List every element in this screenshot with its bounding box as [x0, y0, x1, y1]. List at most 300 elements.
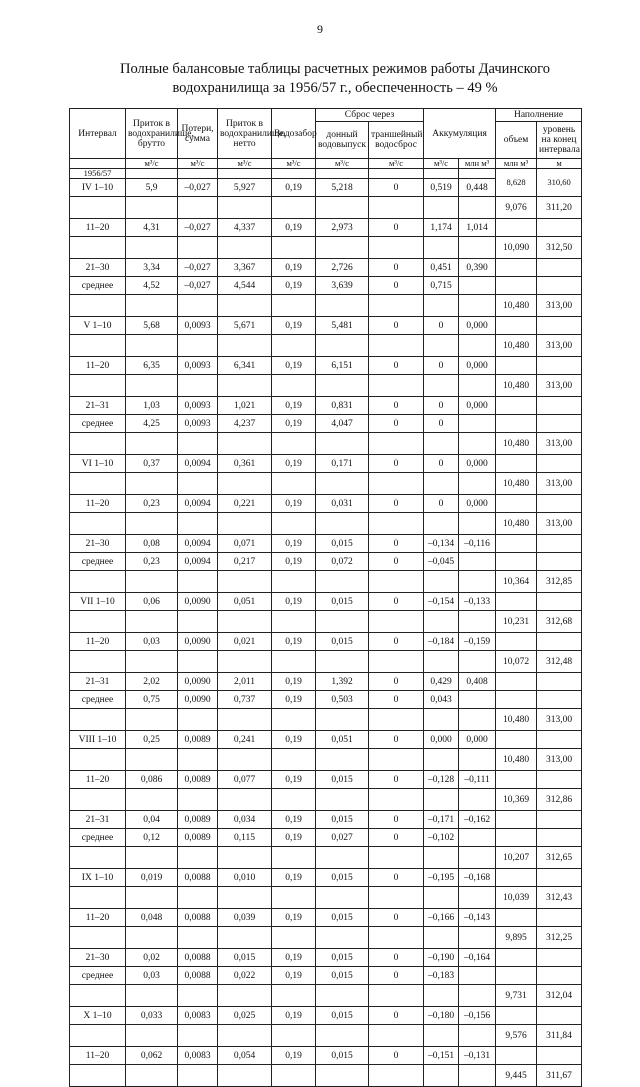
state-row — [70, 375, 582, 397]
cell-level: 313,00 — [537, 473, 582, 495]
table-row — [70, 1047, 582, 1065]
cell-bottom: 0,015 — [316, 909, 369, 927]
cell-bottom: 0,015 — [316, 535, 369, 553]
cell-bottom: 0,015 — [316, 593, 369, 611]
table-row — [70, 829, 582, 847]
cell-inflow-net: 0,241 — [218, 731, 272, 749]
cell-level: 313,00 — [537, 375, 582, 397]
cell-trench: 0 — [369, 829, 424, 847]
cell-interval: 11–20 — [70, 219, 126, 237]
cell-acc-vol — [459, 829, 496, 847]
cell-bottom: 0,015 — [316, 967, 369, 985]
cell-interval: VII 1–10 — [70, 593, 126, 611]
cell-level: 312,86 — [537, 789, 582, 811]
cell-trench: 0 — [369, 495, 424, 513]
cell-acc-flow: –0,180 — [424, 1007, 459, 1025]
cell-acc-flow: –0,190 — [424, 949, 459, 967]
page-number: 9 — [317, 22, 323, 36]
cell-acc-flow: –0,102 — [424, 829, 459, 847]
cell-withdrawal: 0,19 — [272, 811, 316, 829]
cell-acc-vol: –0,143 — [459, 909, 496, 927]
cell-trench: 0 — [369, 633, 424, 651]
cell-interval: среднее — [70, 829, 126, 847]
cell-trench: 0 — [369, 415, 424, 433]
cell-volume: 9,076 — [496, 197, 537, 219]
cell-withdrawal: 0,19 — [272, 633, 316, 651]
cell-volume: 9,445 — [496, 1065, 537, 1087]
cell-withdrawal: 0,19 — [272, 771, 316, 789]
cell-losses: 0,0094 — [178, 455, 218, 473]
cell-inflow-net: 0,361 — [218, 455, 272, 473]
cell-acc-flow: 0,000 — [424, 731, 459, 749]
cell-bottom: 5,218 — [316, 179, 369, 197]
cell-level: 311,84 — [537, 1025, 582, 1047]
balance-table — [69, 108, 582, 1087]
state-row — [70, 1065, 582, 1087]
cell-acc-vol: 0,000 — [459, 495, 496, 513]
unit-withdrawal: м³/с — [272, 159, 316, 169]
cell-inflow-gross: 4,31 — [126, 219, 178, 237]
cell-acc-flow: –0,166 — [424, 909, 459, 927]
cell-inflow-gross: 0,08 — [126, 535, 178, 553]
table-row — [70, 949, 582, 967]
cell-volume: 10,480 — [496, 473, 537, 495]
cell-withdrawal: 0,19 — [272, 455, 316, 473]
cell-volume: 10,039 — [496, 887, 537, 909]
cell-bottom: 0,015 — [316, 771, 369, 789]
cell-interval: 21–30 — [70, 535, 126, 553]
cell-inflow-gross: 0,06 — [126, 593, 178, 611]
state-row — [70, 611, 582, 633]
cell-level: 313,00 — [537, 709, 582, 731]
unit-acc-vol: млн м³ — [459, 159, 496, 169]
cell-acc-vol: 0,000 — [459, 731, 496, 749]
state-row — [70, 335, 582, 357]
cell-acc-flow: –0,154 — [424, 593, 459, 611]
cell-inflow-net: 5,671 — [218, 317, 272, 335]
title-line-1: Полные балансовые таблицы расчетных режимов работы Дачинского — [120, 61, 550, 77]
cell-losses: 0,0089 — [178, 811, 218, 829]
cell-acc-vol: –0,168 — [459, 869, 496, 887]
cell-inflow-net: 4,544 — [218, 277, 272, 295]
col-inflow-gross: Приток в водохранилище, брутто — [126, 109, 178, 159]
cell-acc-vol: –0,133 — [459, 593, 496, 611]
cell-interval: 11–20 — [70, 633, 126, 651]
cell-level: 312,65 — [537, 847, 582, 869]
state-row — [70, 197, 582, 219]
cell-acc-vol: 0,000 — [459, 357, 496, 375]
cell-losses: 0,0093 — [178, 357, 218, 375]
cell-interval: 11–20 — [70, 909, 126, 927]
cell-acc-flow: 0,519 — [424, 179, 459, 197]
cell-inflow-gross: 5,68 — [126, 317, 178, 335]
cell-level: 312,43 — [537, 887, 582, 909]
cell-inflow-gross: 1,03 — [126, 397, 178, 415]
cell-losses: –0,027 — [178, 259, 218, 277]
state-row — [70, 473, 582, 495]
cell-trench: 0 — [369, 259, 424, 277]
cell-acc-vol — [459, 277, 496, 295]
cell-withdrawal: 0,19 — [272, 731, 316, 749]
cell-acc-flow: –0,184 — [424, 633, 459, 651]
state-row — [70, 847, 582, 869]
table-row — [70, 535, 582, 553]
cell-trench: 0 — [369, 691, 424, 709]
cell-bottom: 0,503 — [316, 691, 369, 709]
cell-bottom: 0,051 — [316, 731, 369, 749]
cell-volume: 10,480 — [496, 749, 537, 771]
table-row — [70, 633, 582, 651]
cell-inflow-net: 0,115 — [218, 829, 272, 847]
cell-losses: 0,0083 — [178, 1007, 218, 1025]
cell-inflow-net: 0,015 — [218, 949, 272, 967]
unit-trench: м³/с — [369, 159, 424, 169]
cell-acc-vol — [459, 967, 496, 985]
cell-withdrawal: 0,19 — [272, 317, 316, 335]
cell-trench: 0 — [369, 277, 424, 295]
cell-losses: 0,0090 — [178, 673, 218, 691]
table-row — [70, 357, 582, 375]
cell-bottom: 0,015 — [316, 1047, 369, 1065]
unit-inflow-net: м³/с — [218, 159, 272, 169]
cell-trench: 0 — [369, 535, 424, 553]
table-row — [70, 495, 582, 513]
cell-acc-vol: –0,116 — [459, 535, 496, 553]
cell-inflow-gross: 6,35 — [126, 357, 178, 375]
cell-trench: 0 — [369, 811, 424, 829]
cell-losses: –0,027 — [178, 179, 218, 197]
table-row — [70, 415, 582, 433]
cell-inflow-net: 0,010 — [218, 869, 272, 887]
cell-trench: 0 — [369, 455, 424, 473]
cell-trench: 0 — [369, 553, 424, 571]
cell-withdrawal: 0,19 — [272, 219, 316, 237]
cell-bottom: 2,973 — [316, 219, 369, 237]
cell-losses: 0,0089 — [178, 829, 218, 847]
state-row — [70, 295, 582, 317]
cell-acc-vol: –0,131 — [459, 1047, 496, 1065]
cell-inflow-gross: 0,25 — [126, 731, 178, 749]
cell-trench: 0 — [369, 771, 424, 789]
state-row — [70, 709, 582, 731]
table-body — [70, 169, 582, 1087]
table-row — [70, 909, 582, 927]
unit-bottom: м³/с — [316, 159, 369, 169]
cell-acc-flow: –0,151 — [424, 1047, 459, 1065]
cell-acc-flow: –0,171 — [424, 811, 459, 829]
cell-acc-vol — [459, 691, 496, 709]
cell-bottom: 0,015 — [316, 1007, 369, 1025]
cell-interval: 11–20 — [70, 357, 126, 375]
cell-level: 313,00 — [537, 433, 582, 455]
cell-bottom: 1,392 — [316, 673, 369, 691]
cell-level: 312,48 — [537, 651, 582, 673]
cell-bottom: 0,015 — [316, 811, 369, 829]
cell-withdrawal: 0,19 — [272, 967, 316, 985]
cell-losses: 0,0088 — [178, 949, 218, 967]
cell-losses: 0,0094 — [178, 535, 218, 553]
cell-trench: 0 — [369, 1007, 424, 1025]
year-row — [70, 169, 582, 179]
cell-trench: 0 — [369, 967, 424, 985]
cell-losses: 0,0088 — [178, 909, 218, 927]
cell-inflow-net: 0,054 — [218, 1047, 272, 1065]
cell-interval: среднее — [70, 967, 126, 985]
cell-inflow-net: 0,025 — [218, 1007, 272, 1025]
cell-withdrawal: 0,19 — [272, 1047, 316, 1065]
cell-losses: 0,0088 — [178, 869, 218, 887]
cell-interval: 11–20 — [70, 495, 126, 513]
col-discharge-group: Сброс через — [316, 109, 424, 122]
table-row — [70, 691, 582, 709]
unit-interval — [70, 159, 126, 169]
cell-acc-vol: 0,390 — [459, 259, 496, 277]
cell-inflow-gross: 0,086 — [126, 771, 178, 789]
cell-losses: –0,027 — [178, 219, 218, 237]
cell-trench: 0 — [369, 1047, 424, 1065]
cell-interval: 11–20 — [70, 1047, 126, 1065]
table-row — [70, 771, 582, 789]
table-row — [70, 673, 582, 691]
cell-volume: 10,369 — [496, 789, 537, 811]
cell-inflow-net: 0,217 — [218, 553, 272, 571]
cell-losses: 0,0089 — [178, 731, 218, 749]
cell-level: 312,50 — [537, 237, 582, 259]
cell-interval: 21–30 — [70, 949, 126, 967]
cell-inflow-net: 0,737 — [218, 691, 272, 709]
cell-inflow-net: 4,237 — [218, 415, 272, 433]
document-title — [90, 60, 580, 98]
header-row-1 — [70, 109, 582, 122]
cell-withdrawal: 0,19 — [272, 869, 316, 887]
cell-inflow-net: 0,071 — [218, 535, 272, 553]
cell-trench: 0 — [369, 397, 424, 415]
cell-bottom: 0,831 — [316, 397, 369, 415]
cell-interval: среднее — [70, 415, 126, 433]
cell-inflow-net: 2,011 — [218, 673, 272, 691]
table-row — [70, 397, 582, 415]
cell-inflow-net: 0,021 — [218, 633, 272, 651]
cell-interval: V 1–10 — [70, 317, 126, 335]
cell-inflow-gross: 3,34 — [126, 259, 178, 277]
cell-interval: IX 1–10 — [70, 869, 126, 887]
cell-losses: 0,0089 — [178, 771, 218, 789]
cell-inflow-gross: 2,02 — [126, 673, 178, 691]
unit-losses: м³/с — [178, 159, 218, 169]
cell-losses: 0,0090 — [178, 593, 218, 611]
cell-level: 312,85 — [537, 571, 582, 593]
cell-losses: 0,0094 — [178, 495, 218, 513]
state-row — [70, 927, 582, 949]
state-row — [70, 1025, 582, 1047]
cell-inflow-gross: 0,03 — [126, 633, 178, 651]
table-row — [70, 593, 582, 611]
cell-withdrawal: 0,19 — [272, 357, 316, 375]
cell-interval: среднее — [70, 553, 126, 571]
cell-inflow-net: 5,927 — [218, 179, 272, 197]
state-row — [70, 513, 582, 535]
table-row — [70, 455, 582, 473]
cell-level: 313,00 — [537, 749, 582, 771]
cell-interval: VI 1–10 — [70, 455, 126, 473]
cell-level: 313,00 — [537, 335, 582, 357]
cell-inflow-net: 4,337 — [218, 219, 272, 237]
cell-inflow-gross: 0,062 — [126, 1047, 178, 1065]
cell-trench: 0 — [369, 949, 424, 967]
cell-losses: 0,0090 — [178, 633, 218, 651]
cell-losses: 0,0090 — [178, 691, 218, 709]
cell-inflow-gross: 4,25 — [126, 415, 178, 433]
cell-inflow-gross: 0,03 — [126, 967, 178, 985]
cell-losses: 0,0093 — [178, 415, 218, 433]
table-row — [70, 317, 582, 335]
col-volume: объем — [496, 122, 537, 159]
col-discharge-bottom: донный водовыпуск — [316, 122, 369, 159]
state-row — [70, 237, 582, 259]
cell-inflow-net: 0,077 — [218, 771, 272, 789]
state-row — [70, 887, 582, 909]
col-losses: Потери, сумма — [178, 109, 218, 159]
cell-bottom: 0,031 — [316, 495, 369, 513]
state-row — [70, 571, 582, 593]
cell-interval: VIII 1–10 — [70, 731, 126, 749]
cell-withdrawal: 0,19 — [272, 829, 316, 847]
cell-trench: 0 — [369, 869, 424, 887]
cell-level: 313,00 — [537, 513, 582, 535]
table-row — [70, 553, 582, 571]
cell-withdrawal: 0,19 — [272, 593, 316, 611]
cell-interval: IV 1–10 — [70, 179, 126, 197]
cell-losses: 0,0083 — [178, 1047, 218, 1065]
cell-withdrawal: 0,19 — [272, 673, 316, 691]
cell-acc-vol: 0,000 — [459, 455, 496, 473]
cell-volume: 10,480 — [496, 513, 537, 535]
cell-inflow-gross: 0,019 — [126, 869, 178, 887]
table-row — [70, 967, 582, 985]
cell-acc-vol — [459, 415, 496, 433]
cell-acc-vol: –0,159 — [459, 633, 496, 651]
cell-volume: 10,090 — [496, 237, 537, 259]
cell-withdrawal: 0,19 — [272, 909, 316, 927]
year-label: 1956/57 — [70, 169, 126, 179]
table-row — [70, 277, 582, 295]
cell-interval: 21–31 — [70, 673, 126, 691]
cell-bottom: 6,151 — [316, 357, 369, 375]
cell-bottom: 0,015 — [316, 633, 369, 651]
initial-volume: 8,628 — [496, 169, 537, 197]
unit-level: м — [537, 159, 582, 169]
cell-losses: 0,0094 — [178, 553, 218, 571]
cell-withdrawal: 0,19 — [272, 949, 316, 967]
cell-bottom: 0,072 — [316, 553, 369, 571]
cell-acc-flow: 0,715 — [424, 277, 459, 295]
cell-withdrawal: 0,19 — [272, 179, 316, 197]
table-row — [70, 811, 582, 829]
col-accumulation: Аккумуляция — [424, 109, 496, 159]
cell-interval: 21–31 — [70, 397, 126, 415]
cell-interval: X 1–10 — [70, 1007, 126, 1025]
state-row — [70, 985, 582, 1007]
cell-acc-flow: 0,429 — [424, 673, 459, 691]
table-row — [70, 1007, 582, 1025]
cell-acc-vol: 0,408 — [459, 673, 496, 691]
cell-acc-flow: –0,134 — [424, 535, 459, 553]
cell-withdrawal: 0,19 — [272, 415, 316, 433]
cell-level: 313,00 — [537, 295, 582, 317]
cell-acc-flow: 0 — [424, 455, 459, 473]
cell-inflow-net: 0,034 — [218, 811, 272, 829]
cell-acc-flow: –0,183 — [424, 967, 459, 985]
cell-trench: 0 — [369, 909, 424, 927]
cell-interval: 21–31 — [70, 811, 126, 829]
cell-acc-flow: 0 — [424, 317, 459, 335]
cell-acc-vol: –0,156 — [459, 1007, 496, 1025]
cell-acc-flow: 0 — [424, 397, 459, 415]
cell-acc-vol: 0,000 — [459, 317, 496, 335]
cell-withdrawal: 0,19 — [272, 691, 316, 709]
cell-withdrawal: 0,19 — [272, 259, 316, 277]
cell-acc-flow: –0,128 — [424, 771, 459, 789]
cell-acc-flow: 0,451 — [424, 259, 459, 277]
cell-interval: среднее — [70, 691, 126, 709]
units-row — [70, 159, 582, 169]
cell-volume: 10,072 — [496, 651, 537, 673]
cell-inflow-net: 6,341 — [218, 357, 272, 375]
cell-inflow-net: 1,021 — [218, 397, 272, 415]
cell-inflow-gross: 0,048 — [126, 909, 178, 927]
cell-bottom: 3,639 — [316, 277, 369, 295]
cell-level: 312,04 — [537, 985, 582, 1007]
cell-acc-vol: 1,014 — [459, 219, 496, 237]
cell-trench: 0 — [369, 673, 424, 691]
cell-acc-vol: –0,111 — [459, 771, 496, 789]
cell-bottom: 0,171 — [316, 455, 369, 473]
cell-inflow-gross: 0,033 — [126, 1007, 178, 1025]
cell-losses: 0,0093 — [178, 317, 218, 335]
cell-withdrawal: 0,19 — [272, 1007, 316, 1025]
cell-inflow-net: 0,039 — [218, 909, 272, 927]
cell-acc-flow: –0,045 — [424, 553, 459, 571]
cell-volume: 10,231 — [496, 611, 537, 633]
cell-volume: 10,480 — [496, 709, 537, 731]
title-line-2: водохранилища за 1956/57 г., обеспеченность – 49 % — [172, 80, 498, 96]
cell-losses: –0,027 — [178, 277, 218, 295]
state-row — [70, 789, 582, 811]
cell-withdrawal: 0,19 — [272, 553, 316, 571]
table-row — [70, 219, 582, 237]
cell-bottom: 4,047 — [316, 415, 369, 433]
cell-withdrawal: 0,19 — [272, 495, 316, 513]
cell-volume: 10,364 — [496, 571, 537, 593]
cell-inflow-gross: 0,75 — [126, 691, 178, 709]
cell-inflow-net: 0,051 — [218, 593, 272, 611]
col-withdrawal: Водозабор — [272, 109, 316, 159]
cell-inflow-gross: 0,23 — [126, 553, 178, 571]
cell-acc-flow: 0,043 — [424, 691, 459, 709]
cell-interval: среднее — [70, 277, 126, 295]
unit-acc-flow: м³/с — [424, 159, 459, 169]
cell-level: 312,68 — [537, 611, 582, 633]
cell-withdrawal: 0,19 — [272, 535, 316, 553]
cell-losses: 0,0093 — [178, 397, 218, 415]
cell-acc-flow: 1,174 — [424, 219, 459, 237]
cell-volume: 9,576 — [496, 1025, 537, 1047]
cell-inflow-gross: 0,02 — [126, 949, 178, 967]
unit-inflow-gross: м³/с — [126, 159, 178, 169]
cell-volume: 10,480 — [496, 375, 537, 397]
cell-withdrawal: 0,19 — [272, 277, 316, 295]
cell-withdrawal: 0,19 — [272, 397, 316, 415]
